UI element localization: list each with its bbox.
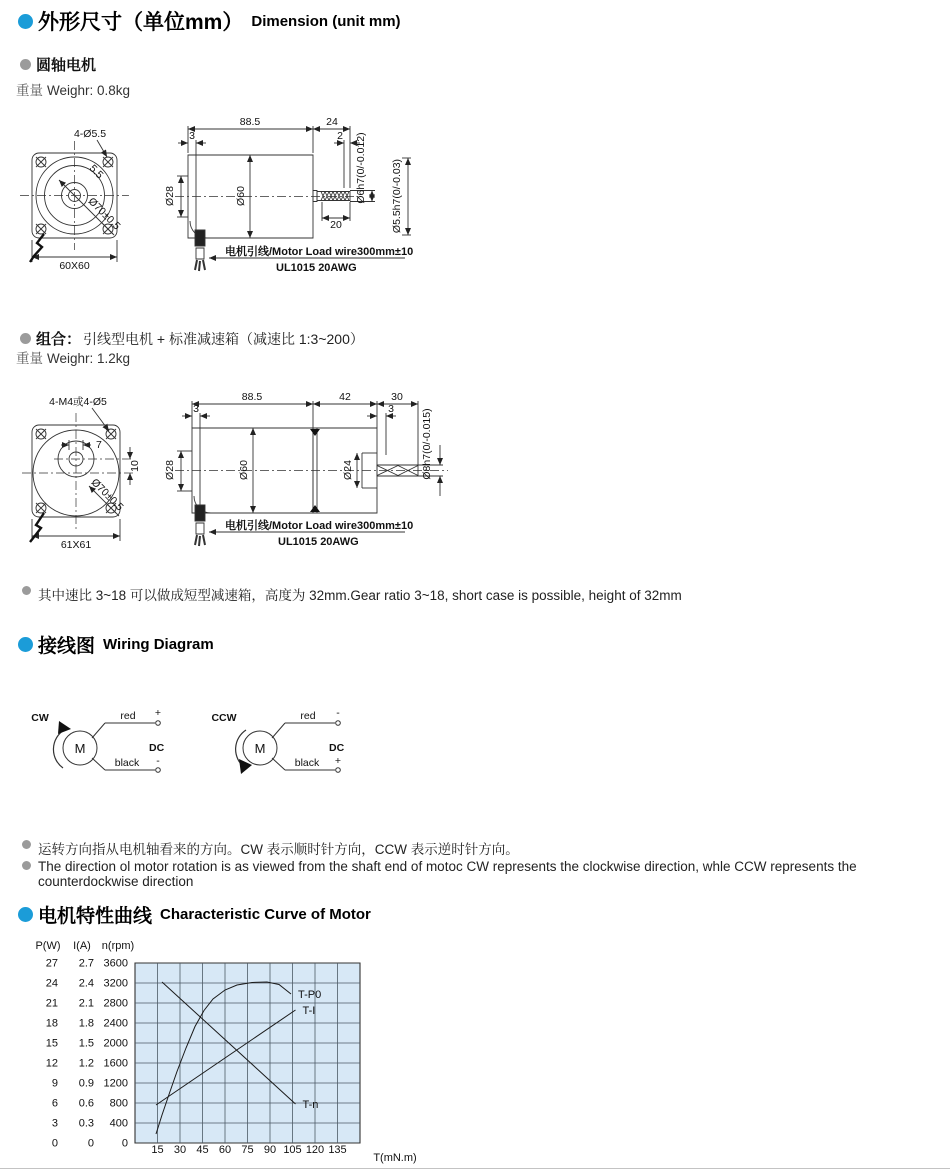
y-axis-value: 0.3 [78,1117,94,1130]
dim-output-shaft: Ø8h7(0/-0.015) [421,408,433,480]
bottom-divider [0,1168,950,1169]
dim-bolt-circle: Ø70±0.5 [88,476,126,514]
weight-line-1 [16,79,130,99]
y-axis-value: 12 [45,1057,58,1070]
combo-label-bold: 组合： [36,331,82,348]
dim-flange-size: 60X60 [59,260,90,272]
motor-gearbox-drawing [10,385,455,570]
round-shaft-label: 圆轴电机 [36,57,97,74]
x-axis-title: T(mN.m) [373,1152,417,1164]
wiring-title-en: Wiring Diagram [103,636,214,653]
blue-bullet-icon [18,907,33,922]
dim-front-step: 3 [189,130,195,142]
front-view [22,408,134,542]
curve-label: T-n [302,1099,319,1111]
dim-tip-step: 2 [337,130,343,142]
y-axis-value: 6 [51,1097,58,1110]
rotation-note-cn [22,838,922,858]
dim-boss-diameter: Ø28 [164,460,176,480]
dim-output-step: 3 [388,403,394,415]
ccw-plus-terminal: + [334,755,342,767]
motor-symbol: M [254,741,266,756]
ccw-label: CCW [211,712,237,724]
curve-title-cn: 电机特性曲线 [38,906,153,927]
dim-shaft-d1: Ø6h7(0/-0.012) [355,132,367,204]
x-tick-label: 45 [196,1144,209,1156]
section-curve-header [18,901,371,928]
section-wiring-header [18,631,214,658]
y-axis-value: 0.6 [78,1097,94,1110]
y-axis-value: 800 [109,1097,128,1110]
motor-symbol: M [74,741,86,756]
y-axis-value: 0 [87,1137,94,1150]
y-axis-value: 15 [45,1037,58,1050]
y-axis-value: 2.4 [78,977,94,990]
ccw-red-wire-label: red [300,710,316,722]
cw-arrow-icon [58,721,71,734]
curve-title-en: Characteristic Curve of Motor [160,906,371,923]
y-axis-value: 3200 [103,977,128,990]
y-axis-value: 1200 [103,1077,128,1090]
gear-ratio-note-text: 其中速比 3~18 可以做成短型减速箱，高度为 32mm.Gear ratio 3~18, short case is possible, height of 32mm [38,588,682,603]
y-axis-header: I(A) [73,940,91,952]
y-axis-header: n(rpm) [101,940,135,952]
x-tick-label: 75 [241,1144,254,1156]
dim-output-bore: Ø24 [342,460,354,480]
round-shaft-motor-drawing [10,110,440,290]
dim-shaft-diameter: 7 [96,439,102,451]
wire-note-line2: UL1015 20AWG [276,262,357,274]
cw-minus-terminal: - [156,755,160,767]
weight-label-cn: 重量 [16,83,43,98]
weight-value: Weighr: 1.2kg [47,351,131,366]
gear-ratio-note [22,584,922,604]
y-axis-value: 2.1 [78,997,94,1010]
blue-bullet-icon [18,14,33,29]
y-axis-value: 21 [45,997,58,1010]
x-tick-label: 30 [173,1144,187,1156]
y-axis-value: 9 [51,1077,58,1090]
x-tick-label: 15 [151,1144,164,1156]
gray-bullet-icon [22,840,31,849]
wire-note-line1: 电机引线/Motor Load wire300mm±10 [225,520,414,532]
wiring-diagram [10,700,410,800]
combo-subheader [20,328,364,349]
characteristic-curve-chart [18,933,448,1174]
x-tick-label: 105 [283,1144,302,1156]
wiring-title-cn: 接线图 [38,636,96,657]
dim-shaft-offset: 10 [129,460,141,472]
cw-black-wire-label: black [114,757,140,769]
rotation-note-cn-text: 运转方向指从电机轴看来的方向。CW 表示顺时针方向，CCW 表示逆时针方向。 [38,842,519,857]
gray-bullet-icon [22,861,31,870]
dim-gearbox-length: 42 [339,391,351,403]
y-axis-value: 3 [51,1117,58,1130]
dim-shaft-length: 24 [326,116,338,128]
x-tick-label: 120 [305,1144,325,1156]
weight-label-cn: 重量 [16,351,43,366]
blue-bullet-icon [18,637,33,652]
dim-boss-diameter: Ø28 [164,186,176,206]
x-tick-label: 90 [263,1144,277,1156]
dim-body-diameter: Ø60 [238,460,250,480]
y-axis-value: 2400 [103,1017,128,1030]
y-axis-header: P(W) [35,940,61,952]
section-dimension-header [18,6,401,36]
dim-thread-length: 20 [330,219,342,231]
wire-note-line2: UL1015 20AWG [278,536,359,548]
dim-front-step: 3 [193,403,199,415]
curve-label: T-P0 [298,989,322,1001]
front-view [20,140,129,262]
y-axis-value: 0 [51,1137,58,1150]
y-axis-value: 2800 [103,997,128,1010]
cw-diagram [31,707,164,772]
ccw-minus-terminal: - [336,707,340,719]
y-axis-value: 1600 [103,1057,128,1070]
rotation-note-en-text: The direction ol motor rotation is as viewed from the shaft end of motoc CW represents the clockwise direction, whle CCW represents the counterdockwise direction [38,859,857,889]
dimension-title-cn: 外形尺寸（单位mm） [38,11,244,34]
ccw-diagram [211,707,344,774]
dim-bolt-circle: Ø70±0.5 [85,195,123,233]
y-axis-value: 400 [109,1117,128,1130]
rotation-note-en [22,859,942,889]
dimension-title-en: Dimension (unit mm) [251,12,401,30]
y-axis-value: 0 [121,1137,128,1150]
y-axis-value: 18 [45,1017,58,1030]
dim-shaft-d2: Ø5.5h7(0/-0.03) [391,158,403,234]
wire-note-line1: 电机引线/Motor Load wire300mm±10 [225,246,414,258]
x-tick-label: 60 [218,1144,232,1156]
cw-plus-terminal: + [154,707,162,719]
dim-shaft-diameter: 5.5 [86,162,106,182]
dim-flange-size: 61X61 [60,539,92,551]
ccw-black-wire-label: black [294,757,320,769]
x-tick-label: 135 [328,1144,347,1156]
dim-body-length: 88.5 [239,116,261,128]
curve-label: T-I [302,1005,316,1017]
gray-bullet-icon [22,586,31,595]
gray-bullet-icon [20,59,31,70]
y-axis-value: 1.5 [78,1037,94,1050]
y-axis-value: 1.2 [78,1057,94,1070]
y-axis-value: 24 [45,977,58,990]
y-axis-value: 1.8 [78,1017,94,1030]
dim-shaft-length: 30 [391,391,403,403]
dim-mounting-holes: 4-Ø5.5 [73,128,107,140]
weight-line-2 [16,347,130,367]
y-axis-value: 27 [45,957,58,970]
cw-dc-label: DC [149,742,165,754]
cw-red-wire-label: red [120,710,136,722]
ccw-dc-label: DC [329,742,345,754]
side-view-labels [164,116,413,274]
weight-value: Weighr: 0.8kg [47,83,131,98]
dim-mounting-holes: 4-M4或4-Ø5 [49,396,107,408]
gray-bullet-icon [20,333,31,344]
y-axis-value: 2000 [103,1037,128,1050]
dim-motor-length: 88.5 [241,391,263,403]
y-axis-value: 3600 [103,957,128,970]
cw-label: CW [31,712,49,724]
dim-body-diameter: Ø60 [235,186,247,206]
round-shaft-subheader [20,54,96,75]
combo-label-rest: 引线型电机 + 标准减速箱（减速比 1:3~200） [83,330,364,347]
y-axis-value: 0.9 [78,1077,94,1090]
y-axis-value: 2.7 [78,957,94,970]
